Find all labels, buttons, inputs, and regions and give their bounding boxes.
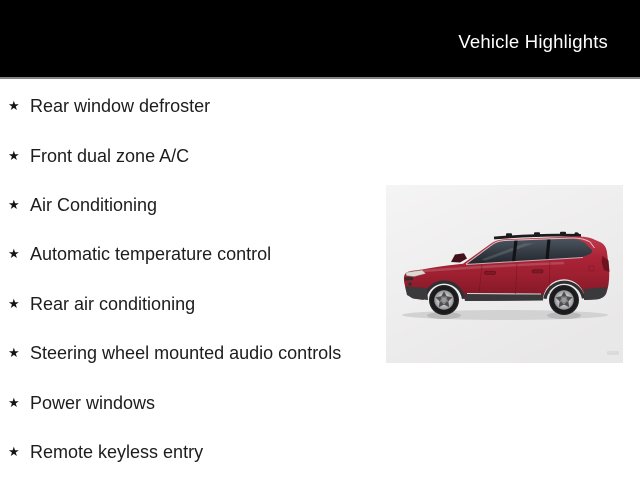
feature-label: Remote keyless entry — [30, 441, 204, 462]
feature-item — [8, 131, 380, 180]
star-bullet-icon: ★ — [8, 444, 20, 460]
vehicle-photo — [386, 185, 623, 363]
feature-label: Steering wheel mounted audio controls — [30, 343, 342, 364]
feature-item — [8, 280, 380, 329]
page-title: Vehicle Highlights — [458, 30, 608, 52]
star-bullet-icon: ★ — [8, 296, 20, 312]
feature-item — [8, 82, 380, 131]
feature-label: Rear window defroster — [30, 96, 211, 117]
feature-item — [8, 378, 380, 427]
feature-item — [8, 181, 380, 230]
star-bullet-icon: ★ — [8, 346, 20, 362]
feature-list — [8, 82, 380, 477]
feature-label: Air Conditioning — [30, 194, 158, 215]
feature-item — [8, 329, 380, 378]
star-bullet-icon: ★ — [8, 99, 20, 115]
feature-item — [8, 428, 380, 477]
star-bullet-icon: ★ — [8, 148, 20, 164]
photo-watermark — [607, 351, 619, 355]
feature-label: Front dual zone A/C — [30, 145, 190, 166]
feature-item — [8, 230, 380, 279]
star-bullet-icon: ★ — [8, 247, 20, 263]
feature-label: Power windows — [30, 392, 156, 413]
red-suv-illustration — [386, 185, 623, 363]
header-bar — [0, 0, 640, 79]
feature-label: Automatic temperature control — [30, 244, 272, 265]
star-bullet-icon: ★ — [8, 197, 20, 213]
star-bullet-icon: ★ — [8, 395, 20, 411]
feature-label: Rear air conditioning — [30, 293, 196, 314]
